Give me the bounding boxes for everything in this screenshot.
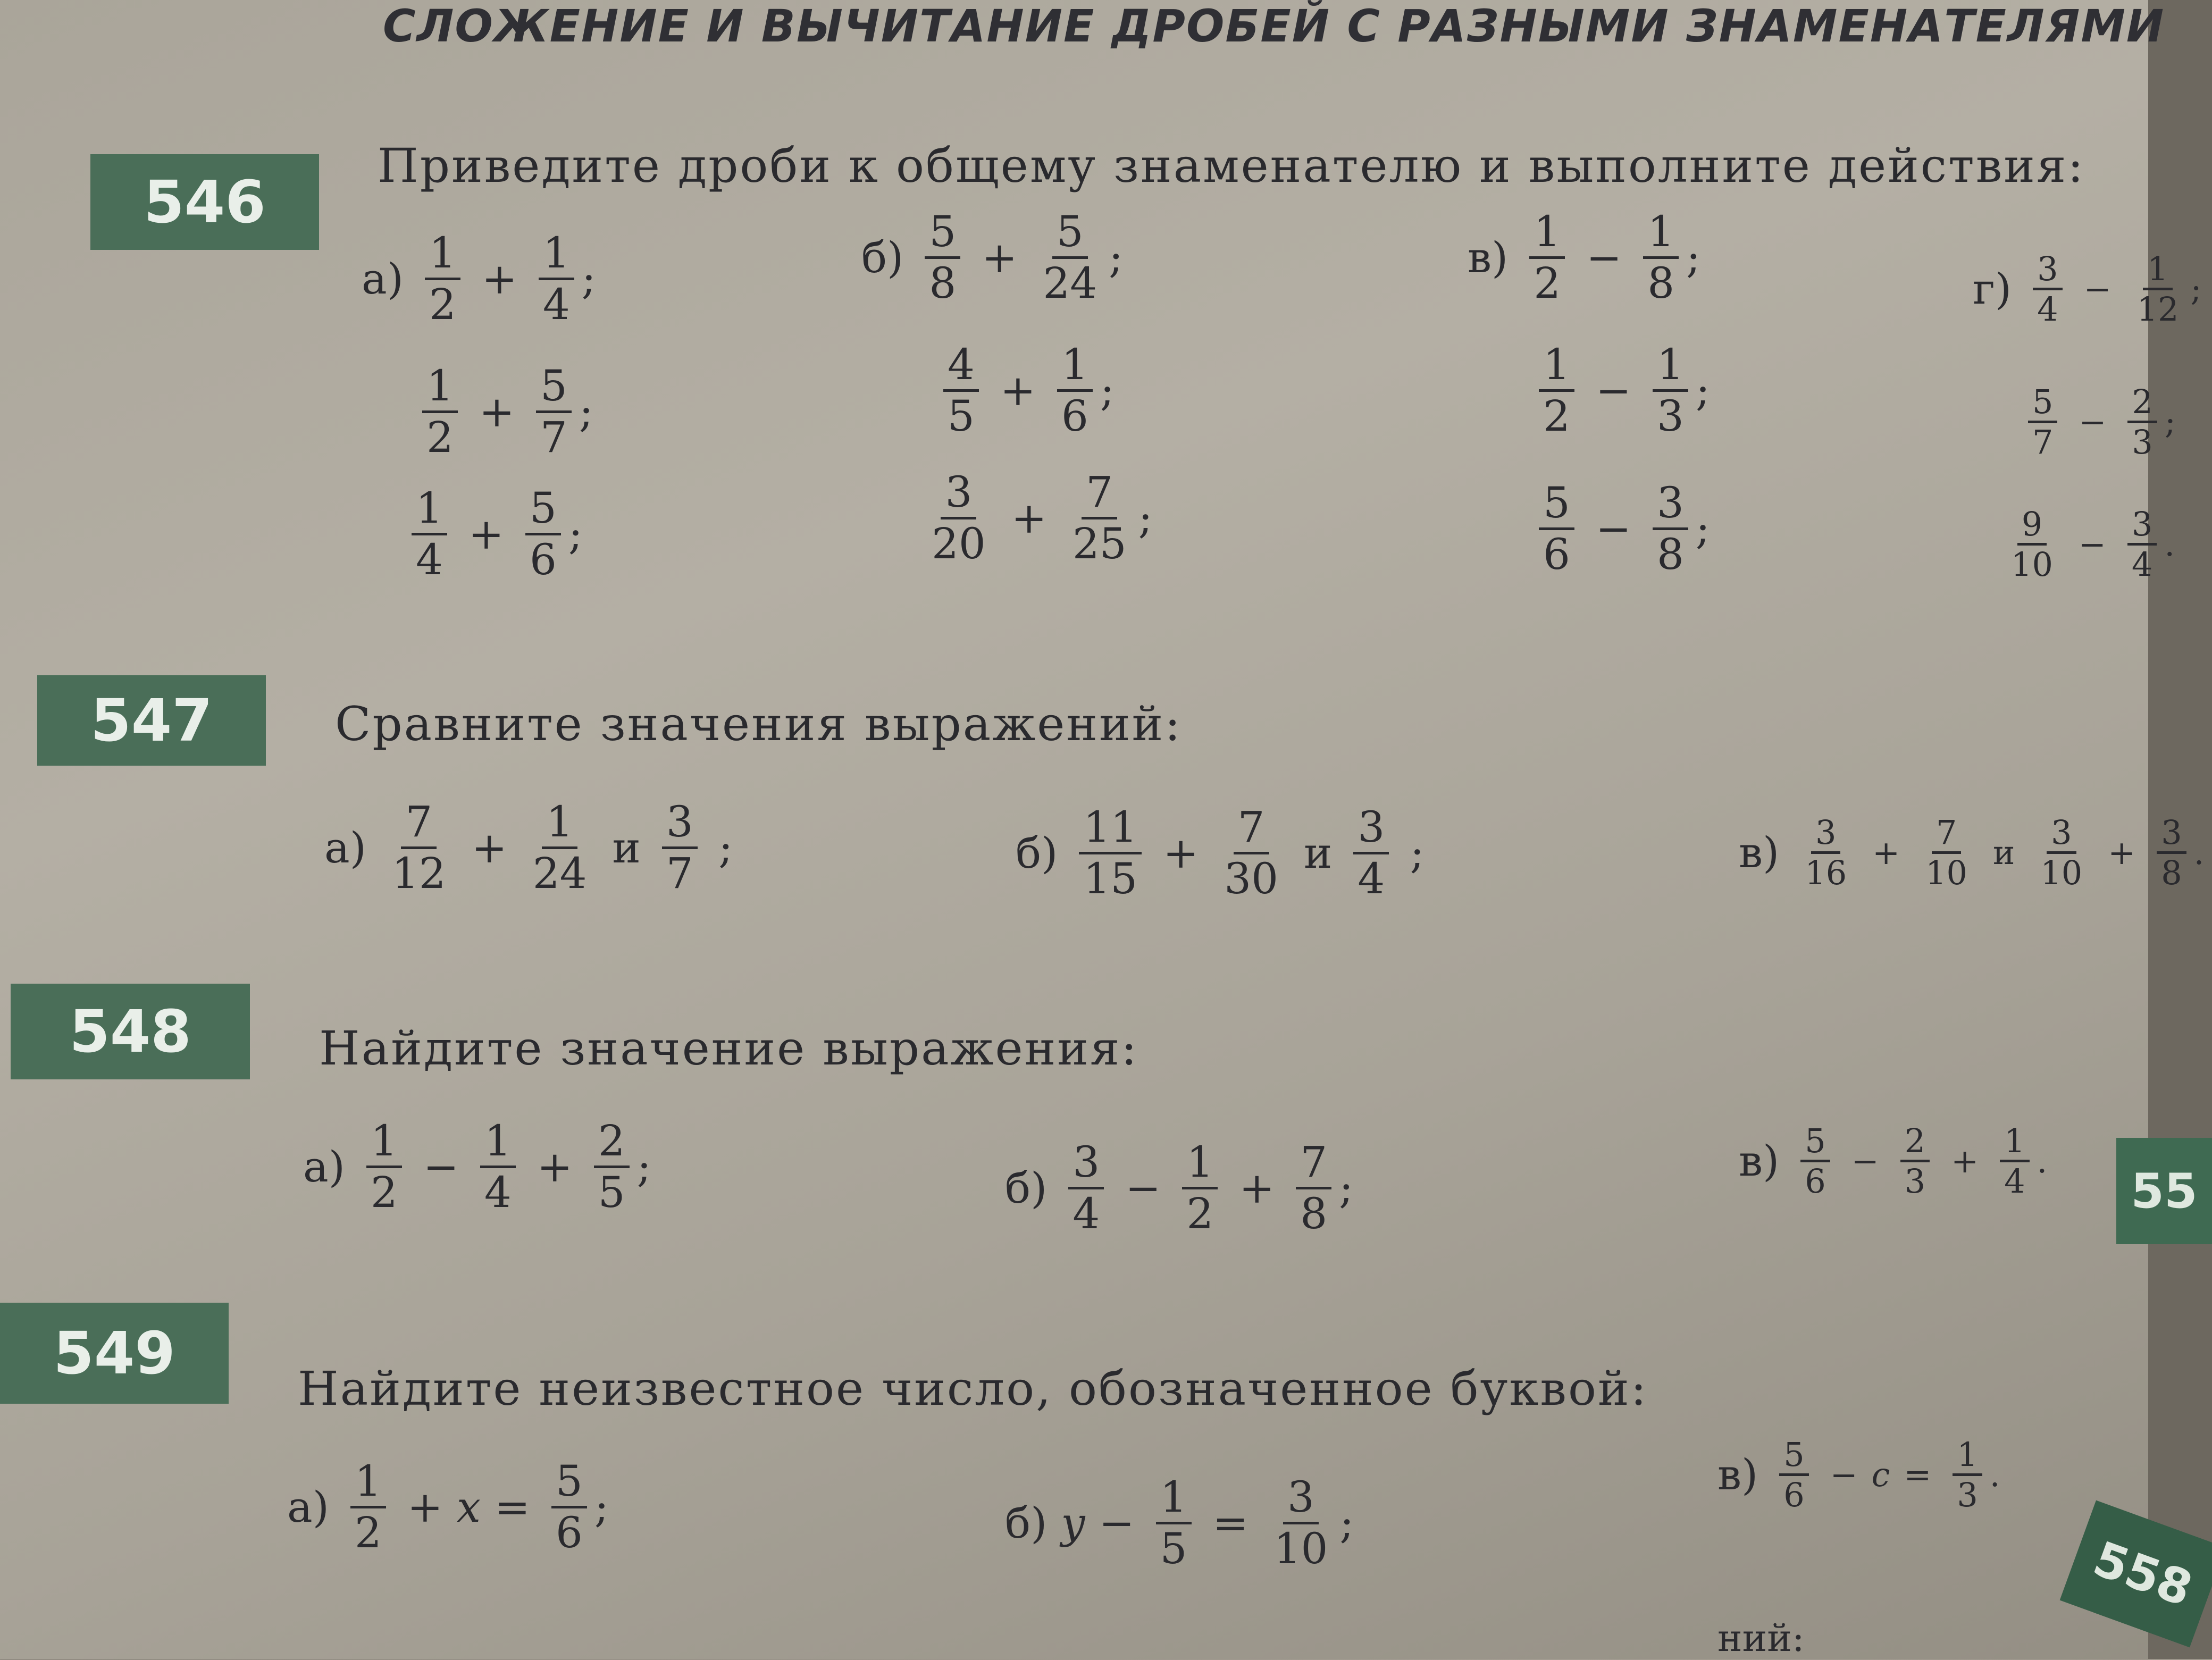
expr-547-v: в) $\frac{3}{16}$ + $\frac{7}{10}$ и $\frac{3}{10}$ + $\frac{3}{8}$ . [1739, 813, 2205, 893]
side-tab-558: 558 [2060, 1500, 2212, 1648]
task-547-instruction: Сравните значения выражений: [335, 697, 1182, 751]
bottom-fragment: ний: [1717, 1616, 1805, 1660]
expr-546-a1: а) $\frac{1}{2}$ + $\frac{1}{4}$ ; [362, 228, 596, 329]
expr-549-b: б) y − $\frac{1}{5}$ = $\frac{3}{10}$ ; [1005, 1472, 1354, 1573]
expr-546-b3: $\frac{3}{20}$ + $\frac{7}{25}$ ; [932, 467, 1153, 568]
task-number-548: 548 [11, 984, 250, 1079]
expr-548-a: а) $\frac{1}{2}$ − $\frac{1}{4}$ + $\frac{2}{5}$ ; [303, 1116, 651, 1217]
section-header: СЛОЖЕНИЕ И ВЫЧИТАНИЕ ДРОБЕЙ С РАЗНЫМИ ЗНАМЕНАТЕЛЯМИ [383, 0, 2165, 52]
expr-546-v1: в) $\frac{1}{2}$ − $\frac{1}{8}$ ; [1468, 207, 1701, 308]
expr-546-g3: $\frac{9}{10}$ − $\frac{3}{4}$ . [2011, 505, 2175, 584]
expr-546-b2: $\frac{4}{5}$ + $\frac{1}{6}$ ; [936, 340, 1115, 441]
expr-546-v3: $\frac{5}{6}$ − $\frac{3}{8}$ ; [1531, 479, 1710, 579]
task-549-instruction: Найдите неизвестное число, обозначенное буквой: [298, 1361, 1648, 1416]
side-tab-55: 55 [2116, 1138, 2212, 1244]
expr-546-g2: $\frac{5}{7}$ − $\frac{2}{3}$ ; [2021, 383, 2176, 462]
task-546-instruction: Приведите дроби к общему знаменателю и выполните действия: [378, 138, 2085, 193]
task-number-546: 546 [90, 154, 319, 250]
expr-547-a: а) $\frac{7}{12}$ + $\frac{1}{24}$ и $\frac{3}{7}$ ; [324, 797, 733, 898]
expr-549-a: а) $\frac{1}{2}$ + x = $\frac{5}{6}$ ; [287, 1456, 609, 1557]
expr-549-v: в) $\frac{5}{6}$ − c = $\frac{1}{3}$ . [1717, 1435, 2000, 1515]
expr-548-v: в) $\frac{5}{6}$ − $\frac{2}{3}$ + $\frac{1}{4}$ . [1739, 1121, 2048, 1201]
expr-546-v2: $\frac{1}{2}$ − $\frac{1}{3}$ ; [1531, 340, 1710, 441]
expr-546-g1: г) $\frac{3}{4}$ − $\frac{1}{12}$ ; [1973, 249, 2202, 329]
expr-548-b: б) $\frac{3}{4}$ − $\frac{1}{2}$ + $\frac{7}{8}$ ; [1005, 1137, 1354, 1238]
expr-546-b1: б) $\frac{5}{8}$ + $\frac{5}{24}$ ; [861, 207, 1124, 308]
task-number-549: 549 [0, 1303, 229, 1404]
task-548-instruction: Найдите значение выражения: [319, 1021, 1139, 1076]
expr-546-a2: $\frac{1}{2}$ + $\frac{5}{7}$ ; [415, 362, 593, 462]
task-number-547: 547 [37, 675, 266, 766]
expr-546-a3: $\frac{1}{4}$ + $\frac{5}{6}$ ; [404, 484, 583, 584]
expr-547-b: б) $\frac{11}{15}$ + $\frac{7}{30}$ и $\frac{3}{4}$ ; [1016, 802, 1425, 903]
